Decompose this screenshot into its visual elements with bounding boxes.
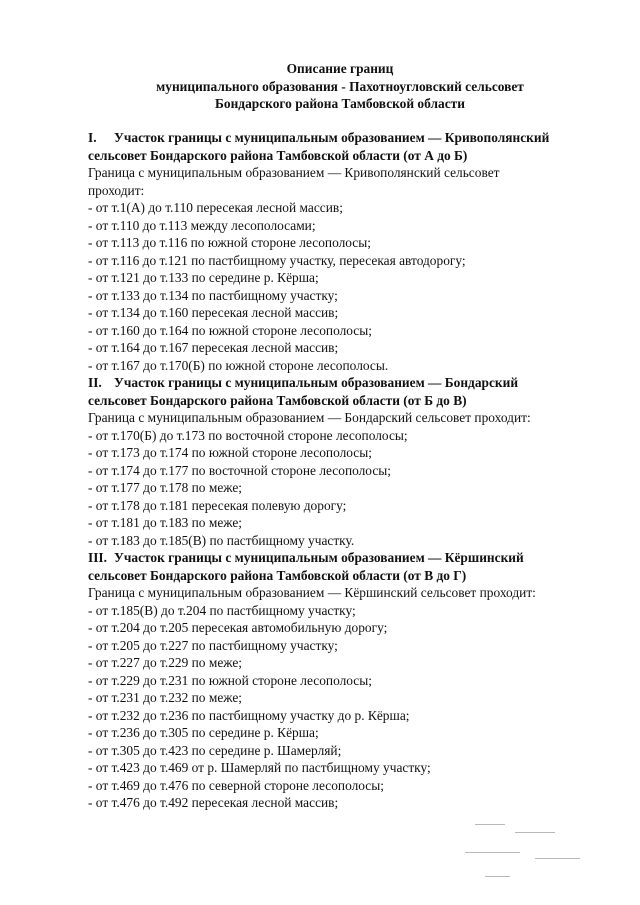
boundary-segment-item: - от т.476 до т.492 пересекая лесной массив; bbox=[88, 795, 339, 810]
section-intro-line: Граница с муниципальным образованием — Бондарский сельсовет проходит: bbox=[88, 410, 531, 425]
section-2 bbox=[88, 374, 618, 549]
section-heading-text: Участок границы с муниципальным образованием — Кёршинский bbox=[114, 550, 524, 565]
boundary-segment-item: - от т.110 до т.113 между лесополосами; bbox=[88, 217, 316, 233]
boundary-segment-item: - от т.305 до т.423 по середине р. Шамерляй; bbox=[88, 742, 342, 758]
boundary-segment-item: - от т.173 до т.174 по южной стороне лесополосы; bbox=[88, 445, 372, 460]
document-body bbox=[88, 129, 618, 812]
section-heading-text: сельсовет Бондарского района Тамбовской области (от В до Г) bbox=[88, 567, 467, 583]
section-heading-text: Участок границы с муниципальным образованием — Кривополянский bbox=[114, 130, 550, 145]
boundary-segment-item: - от т.134 до т.160 пересекая лесной массив; bbox=[88, 305, 339, 320]
section-heading-line bbox=[88, 129, 618, 147]
boundary-segment-item: - от т.121 до т.133 по середине р. Кёрша; bbox=[88, 270, 319, 285]
boundary-segment-item: - от т.116 до т.121 по пастбищному участку, пересекая автодорогу; bbox=[88, 252, 466, 268]
boundary-segment-item: - от т.167 до т.170(Б) по южной стороне лесополосы. bbox=[88, 357, 389, 373]
boundary-segment-item: - от т.164 до т.167 пересекая лесной массив; bbox=[88, 340, 339, 355]
boundary-segment-item: - от т.1(А) до т.110 пересекая лесной массив; bbox=[88, 200, 343, 215]
section-heading-line bbox=[88, 549, 618, 567]
faint-scan-marks bbox=[455, 818, 605, 888]
boundary-segment-item: - от т.229 до т.231 по южной стороне лесополосы; bbox=[88, 672, 372, 688]
boundary-segment-item: - от т.174 до т.177 по восточной стороне лесополосы; bbox=[88, 462, 391, 478]
boundary-segment-item: - от т.133 до т.134 по пастбищному участку; bbox=[88, 287, 338, 303]
section-number: I. bbox=[88, 130, 97, 145]
title-line-3: Бондарского района Тамбовской области bbox=[215, 96, 465, 111]
boundary-segment-item: - от т.232 до т.236 по пастбищному участку до р. Кёрша; bbox=[88, 707, 410, 723]
boundary-segment-item: - от т.170(Б) до т.173 по восточной стороне лесополосы; bbox=[88, 427, 408, 443]
section-heading-line bbox=[88, 374, 618, 392]
section-heading-text: сельсовет Бондарского района Тамбовской области (от Б до В) bbox=[88, 392, 467, 408]
section-3 bbox=[88, 549, 618, 812]
boundary-segment-item: - от т.231 до т.232 по меже; bbox=[88, 690, 242, 705]
title-line-2: муниципального образования - Пахотноугловский сельсовет bbox=[156, 78, 524, 94]
document-title bbox=[80, 60, 600, 113]
title-line-1: Описание границ bbox=[286, 61, 394, 76]
boundary-segment-item: - от т.183 до т.185(В) по пастбищному участку. bbox=[88, 532, 355, 548]
section-number: III. bbox=[88, 550, 107, 565]
section-heading-line bbox=[88, 147, 618, 165]
boundary-segment-item: - от т.113 до т.116 по южной стороне лесополосы; bbox=[88, 235, 371, 250]
boundary-segment-item: - от т.205 до т.227 по пастбищному участку; bbox=[88, 637, 338, 653]
section-intro-line: Граница с муниципальным образованием — Кривополянский сельсовет bbox=[88, 165, 500, 180]
section-heading-line bbox=[88, 567, 618, 585]
boundary-segment-item: - от т.160 до т.164 по южной стороне лесополосы; bbox=[88, 322, 372, 338]
boundary-segment-item: - от т.204 до т.205 пересекая автомобильную дорогу; bbox=[88, 620, 388, 635]
boundary-segment-item: - от т.178 до т.181 пересекая полевую дорогу; bbox=[88, 497, 347, 513]
section-intro-line: проходит: bbox=[88, 182, 145, 198]
boundary-segment-item: - от т.423 до т.469 от р. Шамерляй по пастбищному участку; bbox=[88, 760, 431, 775]
boundary-segment-item: - от т.185(В) до т.204 по пастбищному участку; bbox=[88, 602, 356, 618]
section-heading-line bbox=[88, 392, 618, 410]
boundary-segment-item: - от т.236 до т.305 по середине р. Кёрша; bbox=[88, 725, 319, 740]
section-number: II. bbox=[88, 375, 102, 390]
section-1 bbox=[88, 129, 618, 374]
section-heading-text: сельсовет Бондарского района Тамбовской области (от А до Б) bbox=[88, 147, 468, 163]
boundary-segment-item: - от т.469 до т.476 по северной стороне лесополосы; bbox=[88, 777, 384, 793]
section-heading-text: Участок границы с муниципальным образованием — Бондарский bbox=[114, 375, 519, 390]
boundary-segment-item: - от т.177 до т.178 по меже; bbox=[88, 480, 242, 495]
boundary-segment-item: - от т.181 до т.183 по меже; bbox=[88, 515, 242, 530]
boundary-segment-item: - от т.227 до т.229 по меже; bbox=[88, 655, 242, 670]
section-intro-line: Граница с муниципальным образованием — Кёршинский сельсовет проходит: bbox=[88, 585, 536, 600]
